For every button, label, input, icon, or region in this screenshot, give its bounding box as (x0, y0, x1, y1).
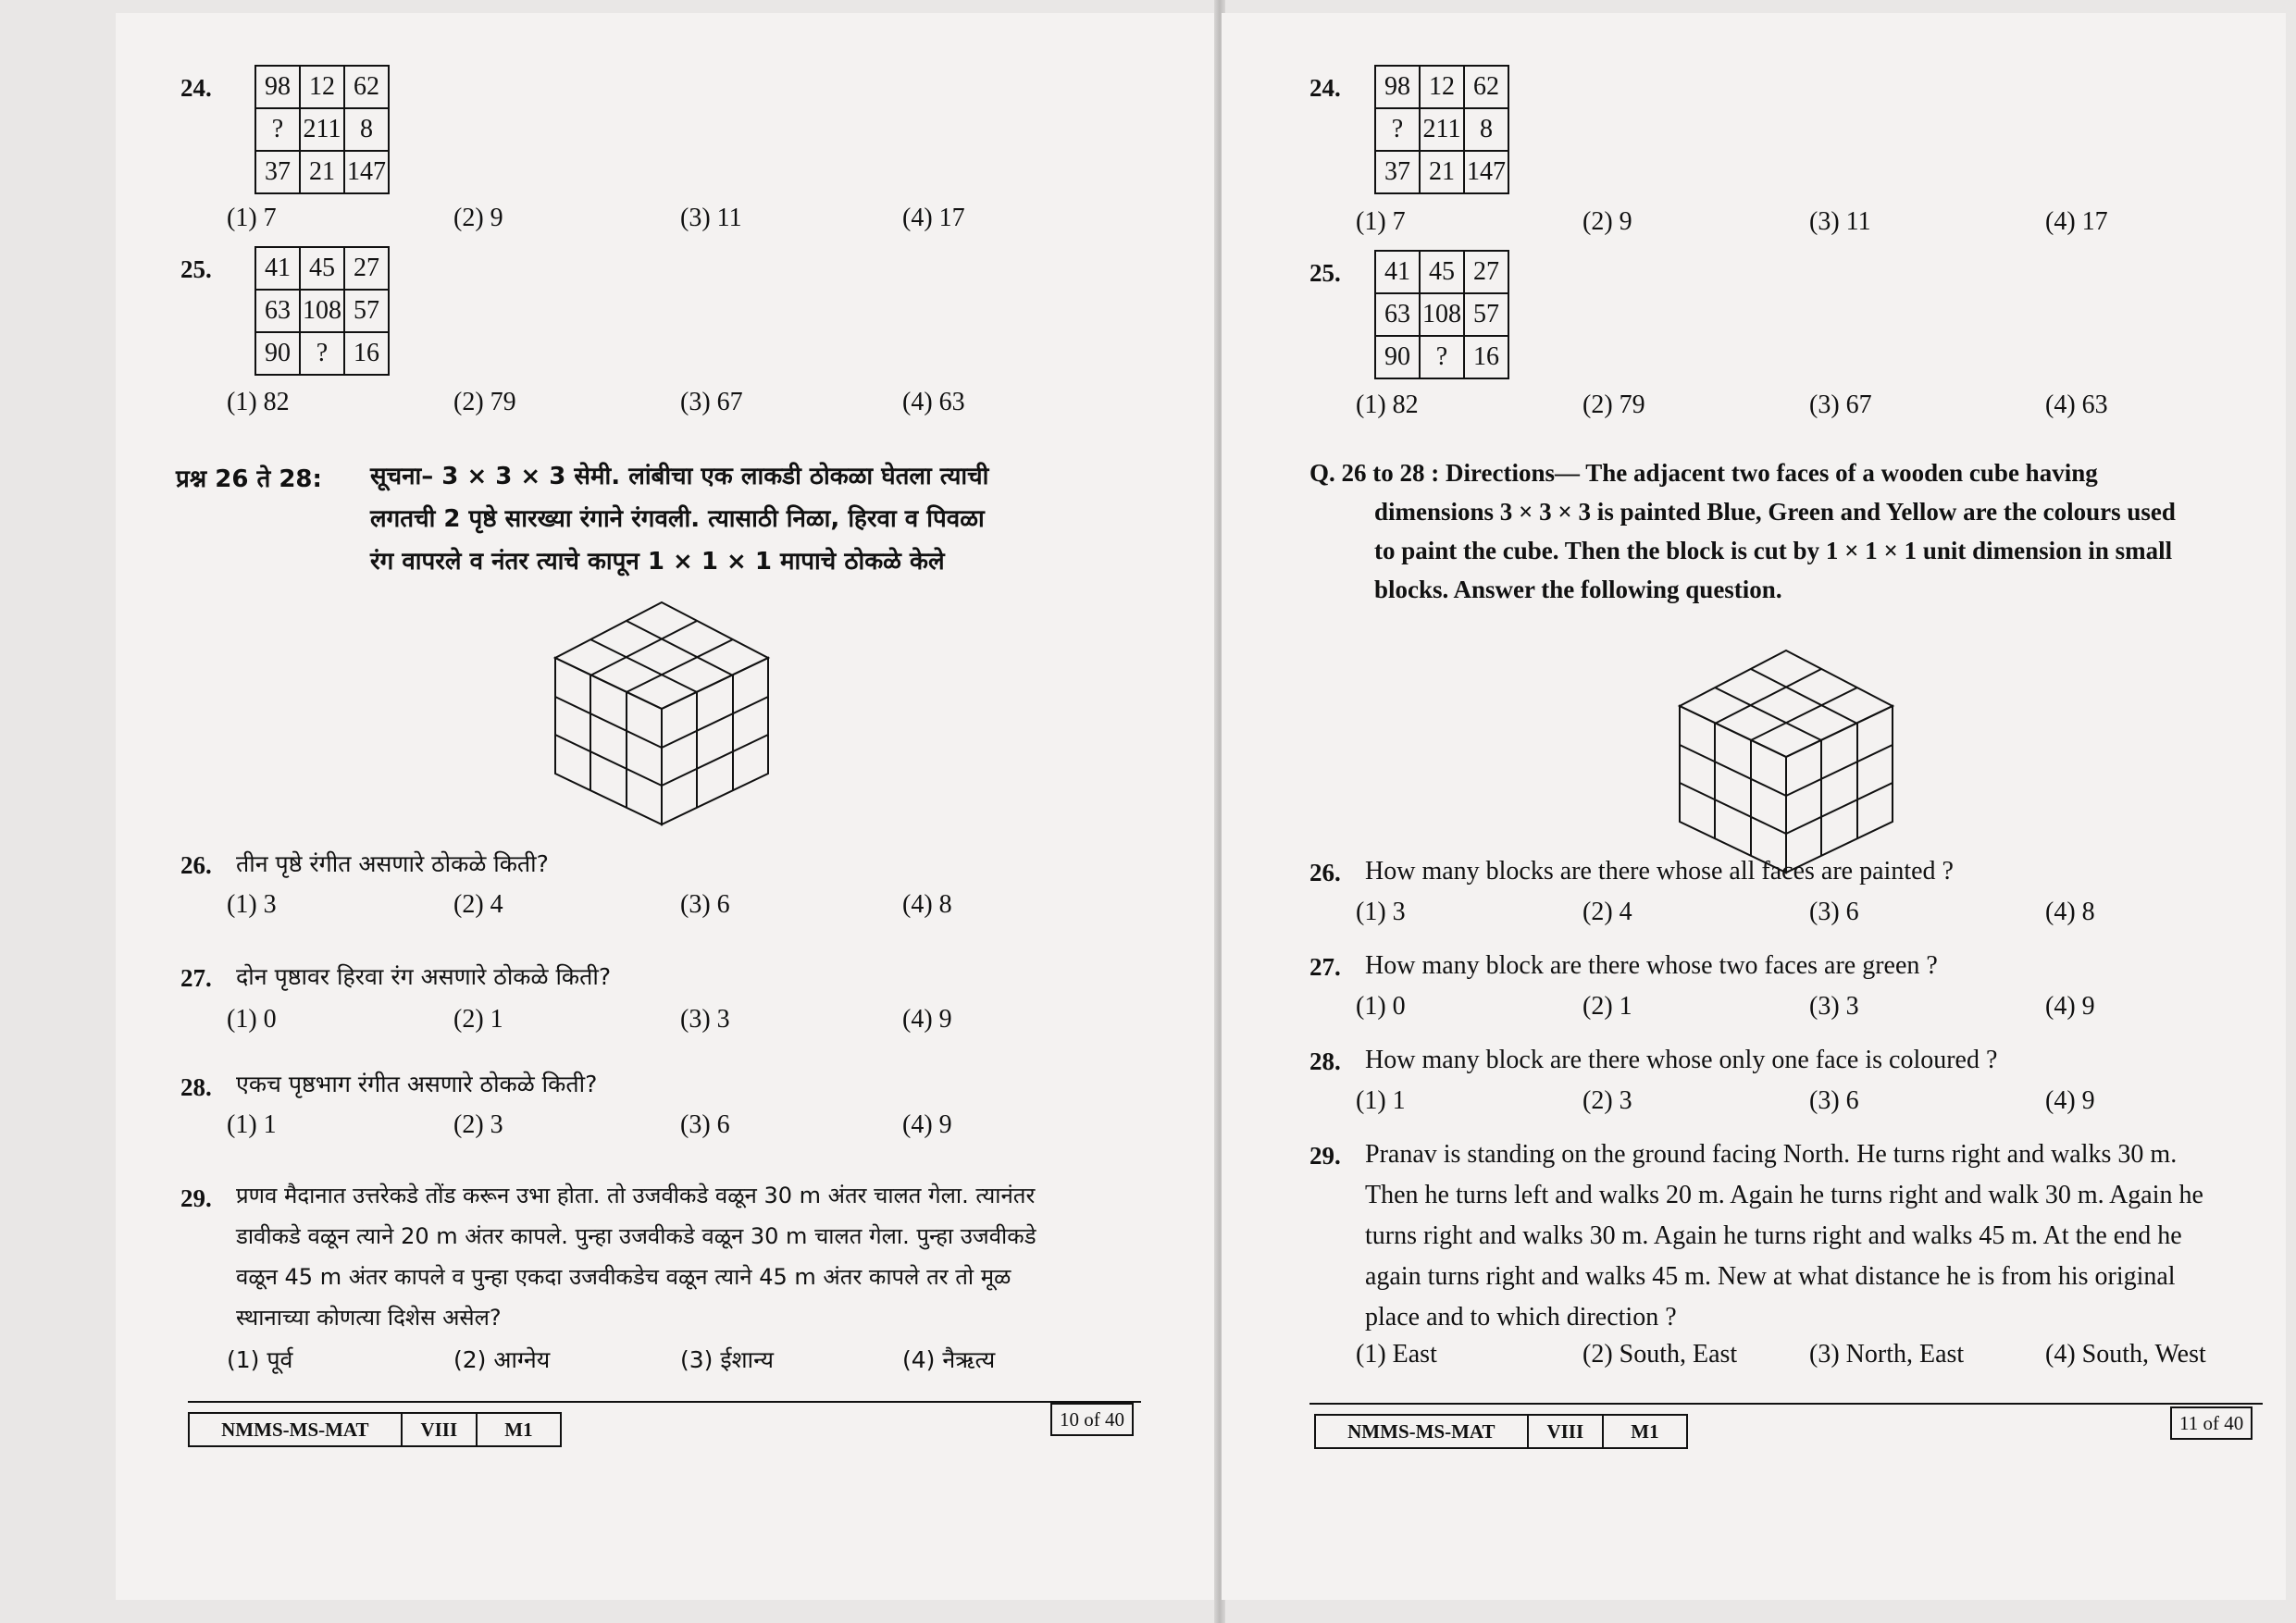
page-number: 11 of 40 (2170, 1406, 2253, 1440)
option[interactable]: (4) 63 (902, 388, 965, 416)
option[interactable]: (1) 82 (1356, 390, 1419, 419)
question-line: place and to which direction ? (1365, 1303, 1677, 1332)
question-number: 27. (180, 964, 212, 992)
number-grid-q25 (1374, 250, 1509, 379)
grid-cell: 147 (1464, 151, 1508, 193)
footer-standard: VIII (403, 1414, 478, 1445)
option[interactable]: (2) 3 (1582, 1086, 1632, 1115)
option[interactable]: (2) South, East (1582, 1340, 1738, 1369)
question-text: एकच पृष्ठभाग रंगीत असणारे ठोकळे किती? (236, 1071, 598, 1097)
option[interactable]: (4) 9 (2045, 1086, 2095, 1115)
question-number: 26. (1309, 859, 1341, 886)
grid-cell: 62 (1464, 66, 1508, 108)
grid-cell: 98 (1375, 66, 1420, 108)
question-line: डावीकडे वळून त्याने 20 m अंतर कापले. पुन्हा उजवीकडे वळून 30 m चालत गेला. पुन्हा उजवीकडे (236, 1223, 1036, 1249)
question-text: How many block are there whose two faces are green ? (1365, 951, 1938, 980)
question-line: वळून 45 m अंतर कापले व पुन्हा एकदा उजवीकडेच वळून त्याने 45 m अंतर कापले तर तो मूळ (236, 1264, 1011, 1290)
grid-cell: 8 (1464, 108, 1508, 151)
option[interactable]: (1) 7 (227, 204, 277, 232)
footer-set: M1 (504, 1418, 533, 1441)
option[interactable]: (2) 9 (1582, 207, 1632, 236)
question-text (236, 1175, 1198, 1338)
directions-line: सूचना– 3 × 3 × 3 सेमी. लांबीचा एक लाकडी ठोकळा घेतला त्याची (370, 463, 989, 490)
option[interactable]: (1) East (1356, 1340, 1437, 1369)
grid-cell: 108 (1420, 293, 1464, 336)
option[interactable]: (2) 1 (1582, 992, 1632, 1021)
grid-cell: 57 (1464, 293, 1508, 336)
question-number: 24. (180, 74, 212, 102)
option[interactable]: (4) 63 (2045, 390, 2108, 419)
number-grid-q25 (254, 246, 390, 376)
grid-cell: 16 (344, 332, 389, 375)
option[interactable]: (4) 17 (2045, 207, 2108, 236)
grid-cell: 57 (344, 290, 389, 332)
question-text: तीन पृष्ठे रंगीत असणारे ठोकळे किती? (236, 850, 549, 877)
footer-set: M1 (1631, 1419, 1659, 1443)
footer-code-box (188, 1412, 562, 1447)
option[interactable]: (4) 8 (902, 890, 952, 919)
grid-cell: ? (300, 332, 344, 375)
grid-cell: 8 (344, 108, 389, 151)
grid-cell: 98 (255, 66, 300, 108)
question-number: 28. (180, 1073, 212, 1101)
directions-label: प्रश्न 26 ते 28: (176, 465, 322, 493)
grid-cell: 63 (1375, 293, 1420, 336)
grid-cell: 211 (300, 108, 344, 151)
option[interactable]: (4) नैऋत्य (902, 1346, 996, 1373)
option[interactable]: (1) 82 (227, 388, 290, 416)
number-grid-q24 (1374, 65, 1509, 194)
directions-line: लगतची 2 पृष्ठे सारख्या रंगाने रंगवली. त्यासाठी निळा, हिरवा व पिवळा (370, 505, 985, 533)
question-text: How many blocks are there whose all faces are painted ? (1365, 857, 1954, 886)
option[interactable]: (2) 4 (453, 890, 503, 919)
option[interactable]: (2) 79 (1582, 390, 1645, 419)
question-number: 24. (1309, 74, 1341, 102)
right-page (1222, 13, 2286, 1600)
directions-line: to paint the cube. Then the block is cut by 1 × 1 × 1 unit dimension in small (1374, 537, 2173, 564)
option[interactable]: (3) North, East (1809, 1340, 1965, 1369)
grid-cell: 211 (1420, 108, 1464, 151)
grid-cell: 37 (255, 151, 300, 193)
question-number: 27. (1309, 953, 1341, 981)
option[interactable]: (2) आग्नेय (453, 1346, 551, 1373)
question-text (1365, 1134, 2281, 1338)
left-page (116, 13, 1217, 1600)
question-number: 25. (1309, 259, 1341, 287)
question-text: दोन पृष्ठावर हिरवा रंग असणारे ठोकळे किती? (236, 963, 612, 990)
cube-figure (1675, 646, 1897, 877)
option[interactable]: (3) 67 (680, 388, 743, 416)
footer-rule (188, 1401, 1141, 1403)
option[interactable]: (2) 79 (453, 388, 516, 416)
grid-cell: 16 (1464, 336, 1508, 378)
number-grid-q24 (254, 65, 390, 194)
grid-cell: 62 (344, 66, 389, 108)
question-line: Then he turns left and walks 20 m. Again he turns right and walk 30 m. Again he (1365, 1181, 2203, 1209)
grid-cell: ? (1375, 108, 1420, 151)
grid-cell: 12 (1420, 66, 1464, 108)
grid-cell: 90 (1375, 336, 1420, 378)
grid-cell: ? (255, 108, 300, 151)
option[interactable]: (4) 8 (2045, 898, 2095, 926)
footer-standard: VIII (1529, 1416, 1604, 1447)
option[interactable]: (4) 9 (902, 1005, 952, 1034)
grid-cell: 27 (344, 247, 389, 290)
grid-cell: 27 (1464, 251, 1508, 293)
question-number: 29. (180, 1184, 212, 1212)
option[interactable]: (1) 3 (227, 890, 277, 919)
question-number: 25. (180, 255, 212, 283)
option[interactable]: (1) 1 (1356, 1086, 1406, 1115)
option[interactable]: (3) 6 (1809, 898, 1859, 926)
directions-text (370, 455, 1185, 583)
footer-rule (1309, 1403, 2263, 1405)
option[interactable]: (1) 0 (1356, 992, 1406, 1021)
option[interactable]: (4) 17 (902, 204, 965, 232)
option[interactable]: (2) 9 (453, 204, 503, 232)
footer-code: NMMS-MS-MAT (190, 1414, 403, 1445)
option[interactable]: (3) 6 (680, 890, 730, 919)
grid-cell: 45 (1420, 251, 1464, 293)
option[interactable]: (3) ईशान्य (680, 1346, 774, 1373)
directions-line: रंग वापरले व नंतर त्याचे कापून 1 × 1 × 1 मापाचे ठोकळे केले (370, 548, 945, 576)
option[interactable]: (1) 7 (1356, 207, 1406, 236)
question-line: turns right and walks 30 m. Again he turns right and walks 45 m. At the end he (1365, 1221, 2182, 1250)
directions-line: dimensions 3 × 3 × 3 is painted Blue, Green and Yellow are the colours used (1374, 498, 2176, 526)
option[interactable]: (1) 3 (1356, 898, 1406, 926)
option[interactable]: (3) 67 (1809, 390, 1872, 419)
grid-cell: 63 (255, 290, 300, 332)
grid-cell: 41 (255, 247, 300, 290)
grid-cell: ? (1420, 336, 1464, 378)
cube-figure (551, 598, 773, 829)
option[interactable]: (4) 9 (2045, 992, 2095, 1021)
option[interactable]: (1) पूर्व (227, 1346, 293, 1373)
option[interactable]: (2) 3 (453, 1110, 503, 1139)
grid-cell: 21 (1420, 151, 1464, 193)
option[interactable]: (4) South, West (2045, 1340, 2206, 1369)
grid-cell: 147 (344, 151, 389, 193)
option[interactable]: (1) 0 (227, 1005, 277, 1034)
grid-cell: 108 (300, 290, 344, 332)
option[interactable]: (4) 9 (902, 1110, 952, 1139)
page-number: 10 of 40 (1050, 1403, 1134, 1436)
option[interactable]: (2) 1 (453, 1005, 503, 1034)
question-text: How many block are there whose only one face is coloured ? (1365, 1046, 1998, 1074)
question-line: again turns right and walks 45 m. New at what distance he is from his original (1365, 1262, 2176, 1291)
option[interactable]: (3) 3 (1809, 992, 1859, 1021)
grid-cell: 12 (300, 66, 344, 108)
option[interactable]: (1) 1 (227, 1110, 277, 1139)
question-number: 26. (180, 851, 212, 879)
grid-cell: 41 (1375, 251, 1420, 293)
grid-cell: 37 (1375, 151, 1420, 193)
option[interactable]: (3) 6 (1809, 1086, 1859, 1115)
grid-cell: 90 (255, 332, 300, 375)
question-line: Pranav is standing on the ground facing North. He turns right and walks 30 m. (1365, 1140, 2178, 1169)
option[interactable]: (3) 3 (680, 1005, 730, 1034)
question-number: 29. (1309, 1142, 1341, 1170)
question-line: प्रणव मैदानात उत्तरेकडे तोंड करून उभा होता. तो उजवीकडे वळून 30 m अंतर चालत गेला. त्यानंतर (236, 1183, 1036, 1208)
footer-code-box (1314, 1414, 1688, 1449)
question-line: स्थानाच्या कोणत्या दिशेस असेल? (236, 1305, 502, 1331)
option[interactable]: (2) 4 (1582, 898, 1632, 926)
option[interactable]: (3) 6 (680, 1110, 730, 1139)
directions-line: Q. 26 to 28 : Directions— The adjacent two faces of a wooden cube having (1309, 459, 2098, 487)
option[interactable]: (3) 11 (680, 204, 742, 232)
question-number: 28. (1309, 1047, 1341, 1075)
grid-cell: 21 (300, 151, 344, 193)
directions-text (1309, 453, 2272, 609)
directions-line: blocks. Answer the following question. (1374, 576, 1782, 603)
grid-cell: 45 (300, 247, 344, 290)
option[interactable]: (3) 11 (1809, 207, 1871, 236)
footer-code: NMMS-MS-MAT (1316, 1416, 1529, 1447)
